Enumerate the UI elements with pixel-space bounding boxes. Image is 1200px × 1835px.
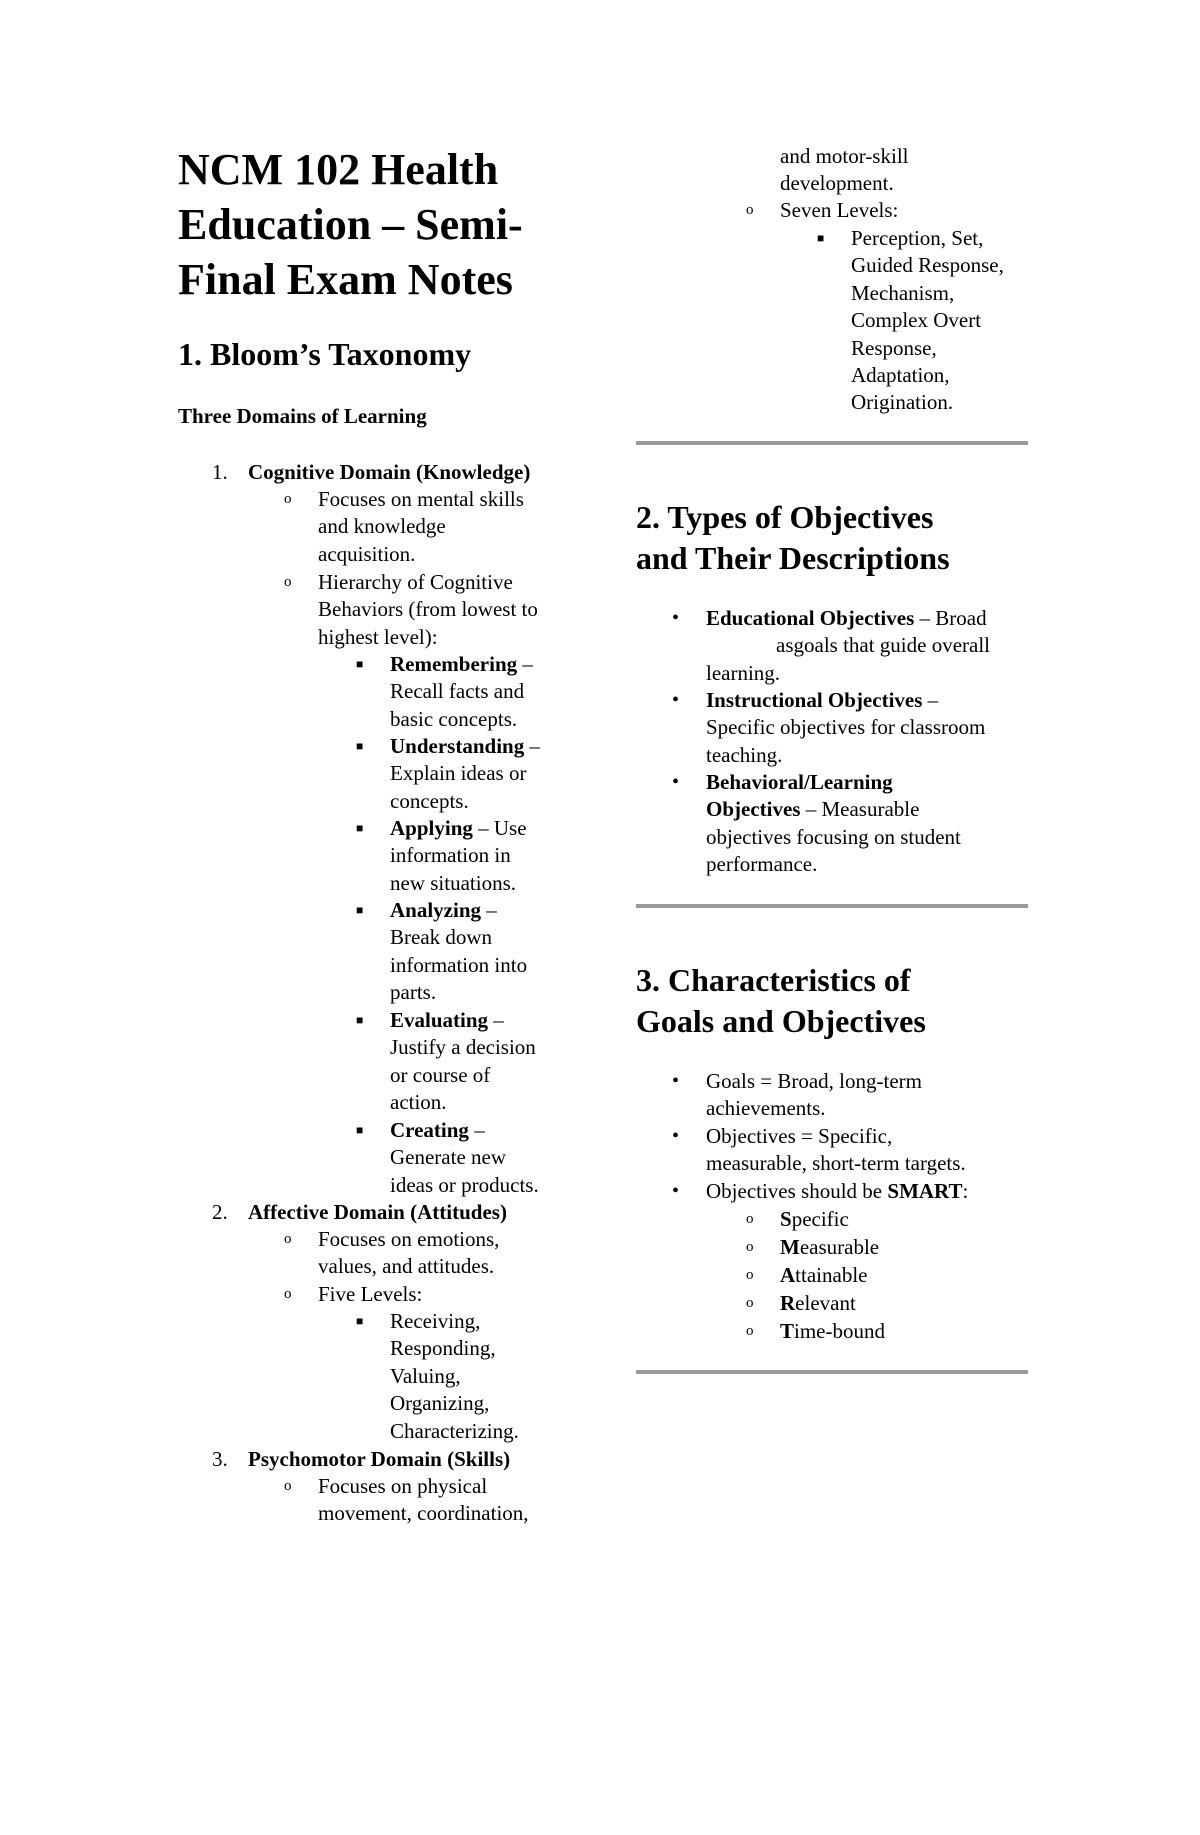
level-name: Evaluating [390, 1008, 489, 1032]
square-bullet-icon: ■ [817, 231, 825, 245]
objective-name: Behavioral/Learning [706, 770, 893, 794]
square-bullet-icon: ■ [356, 657, 364, 671]
square-bullet-icon: ■ [356, 903, 364, 917]
page-title: NCM 102 Health Education – Semi-Final Exam Notes [178, 145, 523, 304]
smart-word: pecific [791, 1207, 849, 1231]
cognitive-hierarchy [318, 569, 580, 651]
heading-line: Goals and Objectives [636, 1003, 926, 1039]
text-line: learning. [706, 660, 781, 685]
text-line: acquisition. [318, 541, 416, 566]
text-line: action. [390, 1090, 447, 1115]
text-line [390, 897, 580, 924]
level-name: Creating [390, 1118, 469, 1142]
circle-bullet-icon: o [746, 1295, 754, 1311]
smart-word: ttainable [795, 1263, 868, 1287]
smart-word: ime-bound [794, 1319, 885, 1343]
text-line: Adaptation, [851, 363, 950, 388]
text-fragment: – [922, 688, 939, 712]
heading-line: and Their Descriptions [636, 540, 950, 576]
circle-bullet-icon: o [284, 574, 292, 590]
text-line [390, 651, 580, 678]
bullet-icon: • [672, 1125, 680, 1147]
section-heading-blooms: 1. Bloom’s Taxonomy [178, 336, 472, 372]
level-name: Analyzing [390, 898, 482, 922]
text-line: Behaviors (from lowest to [318, 597, 538, 622]
circle-bullet-icon: o [746, 1239, 754, 1255]
square-bullet-icon: ■ [356, 1314, 364, 1328]
level-name: Understanding [390, 734, 525, 758]
text-line: development. [780, 171, 894, 196]
smart-letter: A [780, 1263, 796, 1287]
bullet-icon: • [672, 771, 680, 793]
text-line: movement, coordination, [318, 1501, 529, 1526]
text-line: new situations. [390, 870, 516, 895]
circle-bullet-icon: o [746, 1323, 754, 1339]
smart-letter: T [780, 1319, 795, 1343]
text-line: highest level): [318, 624, 438, 649]
levels-label: Seven Levels: [780, 198, 899, 222]
text-line: concepts. [390, 788, 469, 813]
smart-word: easurable [799, 1235, 880, 1259]
text-line: Responding, [390, 1336, 496, 1361]
text-line: parts. [390, 980, 437, 1005]
text-line: Hierarchy of Cognitive [318, 570, 513, 594]
text-line: Receiving, [390, 1309, 481, 1333]
text-fragment: – Broad [914, 606, 987, 630]
smart-label: SMART [887, 1179, 963, 1203]
text-line: Complex Overt [851, 308, 982, 333]
text-line: Generate new [390, 1145, 507, 1170]
text-fragment: – [488, 1008, 504, 1032]
level-name: Applying [390, 816, 473, 840]
text-line: Focuses on physical [318, 1474, 488, 1498]
text-line: Guided Response, [851, 253, 1004, 278]
text-line: information into [390, 952, 528, 977]
objective-name: Objectives [706, 797, 801, 822]
circle-bullet-icon: o [746, 1267, 754, 1283]
text-fragment: – Use [472, 816, 527, 840]
circle-bullet-icon: o [284, 1231, 292, 1247]
section-heading-types-of-objectives [636, 497, 1028, 579]
text-line: Characterizing. [390, 1418, 519, 1443]
list-number: 1. [212, 460, 228, 484]
list-item [178, 486, 578, 568]
square-bullet-icon: ■ [356, 1013, 364, 1027]
circle-bullet-icon: o [284, 491, 292, 507]
heading-line: 2. Types of Objectives [636, 499, 934, 535]
square-bullet-icon: ■ [356, 1123, 364, 1137]
text-line: Focuses on emotions, [318, 1227, 500, 1251]
text-line: Break down [390, 925, 493, 950]
square-bullet-icon: ■ [356, 821, 364, 835]
psychomotor-focus-continued [780, 143, 1028, 198]
circle-bullet-icon: o [284, 1286, 292, 1302]
bullet-icon: • [672, 689, 680, 711]
horizontal-divider [636, 441, 1028, 445]
level-name: Remembering [390, 652, 518, 676]
text-line: or course of [390, 1062, 491, 1087]
circle-bullet-icon: o [746, 1211, 754, 1227]
smart-letter: M [780, 1235, 800, 1259]
text-line: Origination. [851, 390, 954, 415]
text-line [390, 1117, 580, 1144]
text-line: Recall facts and [390, 679, 525, 704]
text-fragment: – Measurable [800, 797, 920, 822]
levels-label: Five Levels: [318, 1282, 423, 1306]
heading-line: 3. Characteristics of [636, 962, 911, 998]
text-line: Organizing, [390, 1391, 490, 1416]
smart-letter: S [780, 1207, 792, 1231]
horizontal-divider [636, 904, 1028, 908]
text-line: basic concepts. [390, 706, 518, 731]
text-fragment: Objectives should be [706, 1179, 888, 1203]
text-line: information in [390, 843, 511, 868]
circle-bullet-icon: o [284, 1478, 292, 1494]
smart-word: elevant [795, 1291, 856, 1315]
bullet-icon: • [672, 607, 680, 629]
text-line: and knowledge [318, 514, 446, 539]
domain-heading: Affective Domain (Attitudes) [248, 1200, 507, 1224]
list-item [178, 569, 578, 651]
text-line: Justify a decision [390, 1035, 536, 1060]
text-line: Mechanism, [851, 280, 955, 305]
text-line [706, 687, 1028, 714]
text-line: performance. [706, 852, 818, 877]
domain-heading: Cognitive Domain (Knowledge) [248, 460, 531, 484]
text-line [390, 733, 580, 760]
horizontal-divider [636, 1370, 1028, 1374]
text-line: measurable, short-term targets. [706, 1151, 966, 1176]
smart-letter: R [780, 1291, 796, 1315]
text-line: teaching. [706, 742, 783, 767]
objective-name: Instructional Objectives [706, 688, 923, 712]
list-number: 3. [212, 1447, 228, 1471]
text-line: ideas or products. [390, 1172, 539, 1197]
text-fragment: – [517, 652, 533, 676]
text-line [390, 815, 580, 842]
text-line: Explain ideas or [390, 761, 527, 786]
circle-bullet-icon: o [746, 202, 754, 218]
text-line [706, 1178, 1028, 1205]
text-line: and motor-skill [780, 144, 909, 168]
text-line: achievements. [706, 1096, 826, 1121]
text-line [706, 605, 1028, 632]
list-number: 2. [212, 1200, 228, 1224]
text-line [706, 796, 1028, 823]
text-line: asgoals that guide overall [776, 633, 991, 658]
text-line: Objectives = Specific, [706, 1124, 893, 1148]
bullet-icon: • [672, 1180, 680, 1202]
section-heading-characteristics [636, 960, 1028, 1042]
text-line: Perception, Set, [851, 226, 984, 250]
text-line [390, 1007, 580, 1034]
text-fragment: : [962, 1179, 969, 1203]
domain-heading: Psychomotor Domain (Skills) [248, 1447, 511, 1471]
text-line: Specific objectives for classroom [706, 715, 986, 740]
text-line: Response, [851, 335, 937, 360]
text-line: Goals = Broad, long-term [706, 1069, 922, 1093]
text-fragment: – [468, 1118, 485, 1142]
bullet-icon: • [672, 1070, 680, 1092]
subheading-three-domains: Three Domains of Learning [178, 404, 427, 428]
text-line: Valuing, [390, 1363, 461, 1388]
square-bullet-icon: ■ [356, 739, 364, 753]
objective-name: Educational Objectives [706, 606, 915, 630]
text-line: values, and attitudes. [318, 1254, 495, 1279]
text-line: Focuses on mental skills [318, 487, 524, 511]
text-fragment: – [524, 734, 540, 758]
text-line: objectives focusing on student [706, 824, 961, 849]
text-fragment: – [481, 898, 497, 922]
cognitive-focus [318, 486, 580, 568]
